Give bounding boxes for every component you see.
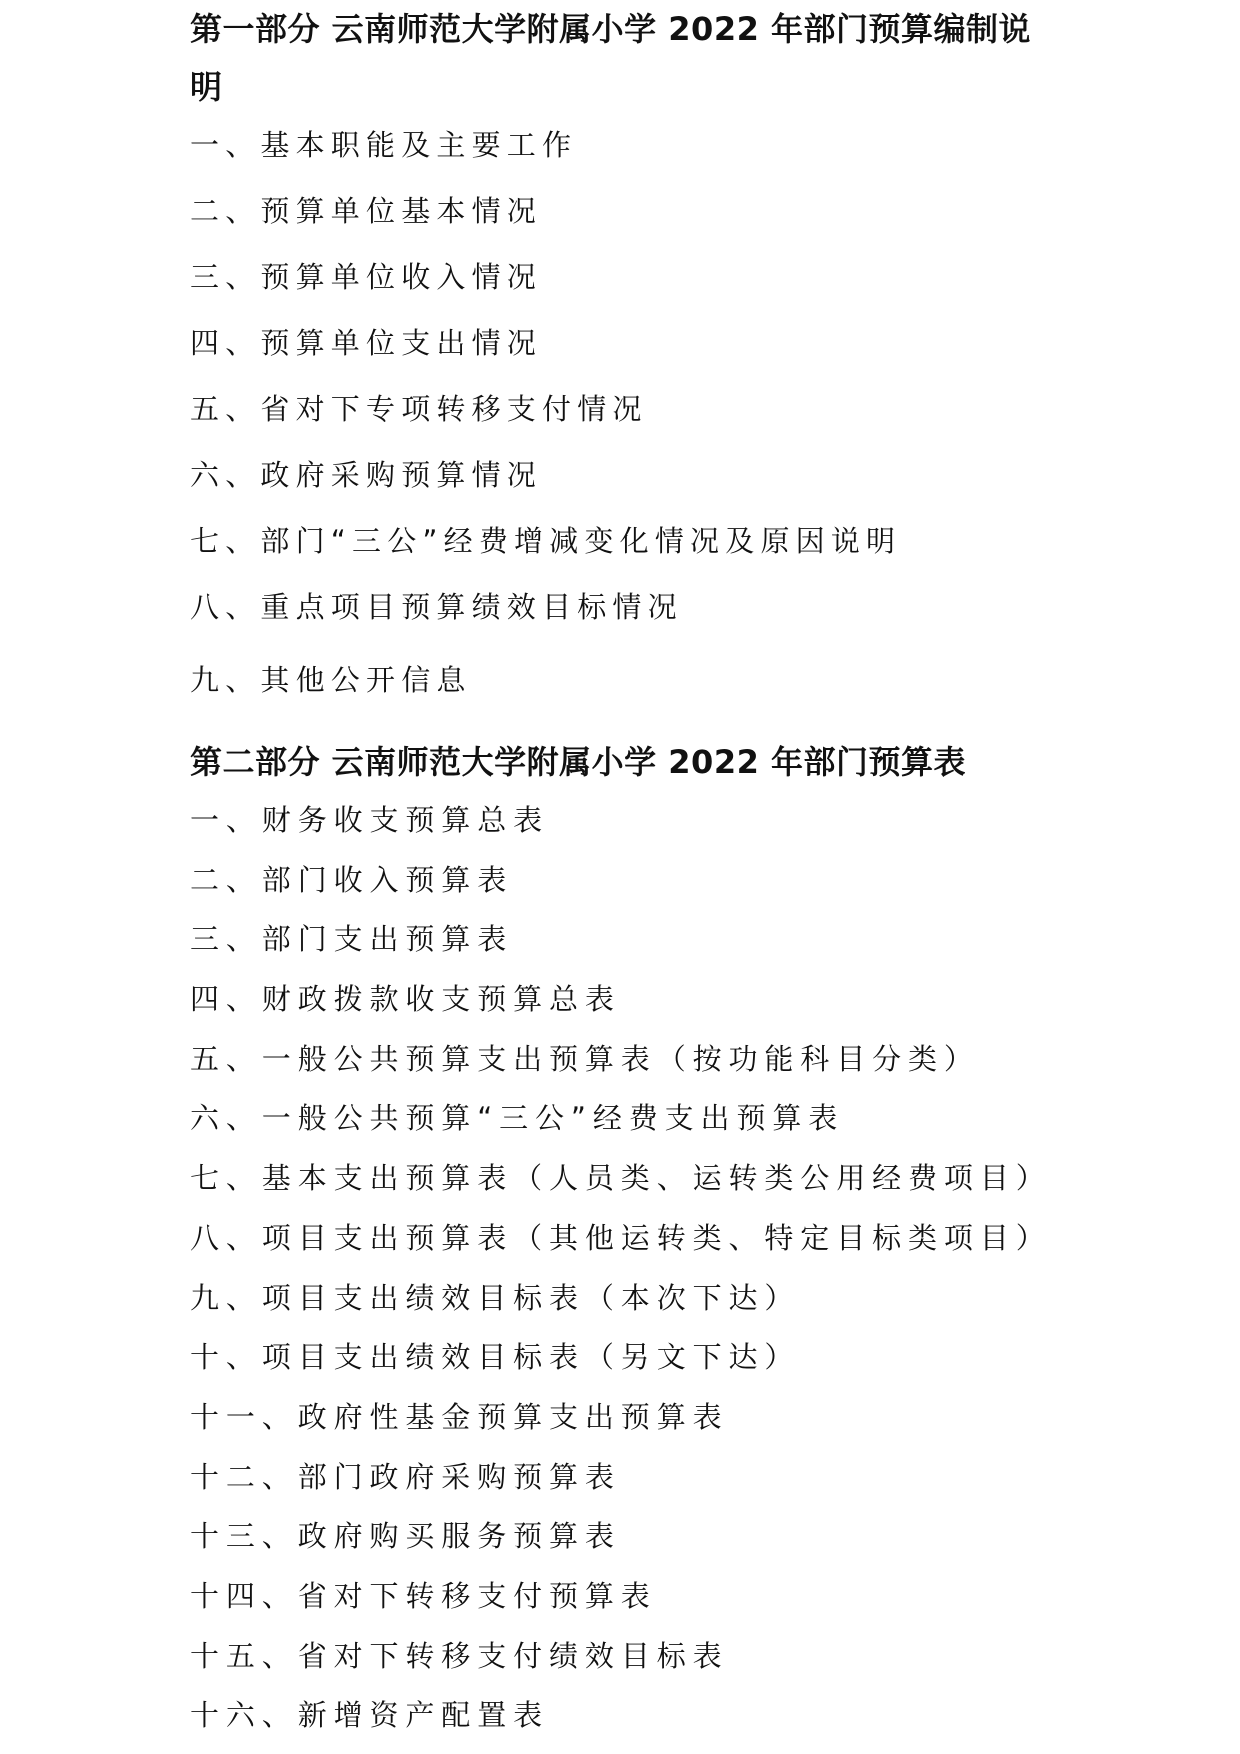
toc-item: 一、财务收支预算总表 (190, 803, 550, 837)
toc-item: 十二、部门政府采购预算表 (190, 1459, 621, 1494)
toc-item: 十五、省对下转移支付绩效目标表 (190, 1638, 729, 1673)
toc-item: 九、其他公开信息 (190, 663, 472, 697)
part1-title-line1: 第一部分 云南师范大学附属小学 2022 年部门预算编制说 (190, 10, 1031, 48)
toc-item: 八、项目支出预算表（其他运转类、特定目标类项目） (190, 1220, 1052, 1255)
part1-toc-list (190, 112, 901, 714)
toc-item: 四、财政拨款收支预算总表 (190, 982, 621, 1017)
toc-item: 八、重点项目预算绩效目标情况 (190, 590, 683, 624)
toc-item: 五、一般公共预算支出预算表（按功能科目分类） (190, 1041, 980, 1076)
toc-item: 一、基本职能及主要工作 (190, 128, 578, 162)
part1-title-line2: 明 (190, 68, 223, 106)
toc-item: 四、预算单位支出情况 (190, 326, 543, 360)
toc-item: 二、部门收入预算表 (190, 862, 514, 897)
toc-item: 三、预算单位收入情况 (190, 260, 543, 294)
part2-toc-list (190, 791, 1052, 1746)
toc-item: 十四、省对下转移支付预算表 (190, 1578, 657, 1613)
toc-item: 十三、政府购买服务预算表 (190, 1519, 621, 1554)
part2-title: 第二部分 云南师范大学附属小学 2022 年部门预算表 (190, 743, 966, 781)
toc-item: 十、项目支出绩效目标表（另文下达） (190, 1340, 801, 1375)
toc-item: 三、部门支出预算表 (190, 922, 514, 957)
toc-item: 六、政府采购预算情况 (190, 458, 543, 492)
part1-title (190, 0, 1031, 116)
toc-item: 九、项目支出绩效目标表（本次下达） (190, 1280, 801, 1315)
toc-item: 五、省对下专项转移支付情况 (190, 392, 648, 426)
toc-item: 七、基本支出预算表（人员类、运转类公用经费项目） (190, 1161, 1052, 1196)
toc-item: 十一、政府性基金预算支出预算表 (190, 1399, 729, 1434)
toc-item: 十六、新增资产配置表 (190, 1698, 550, 1733)
toc-item: 六、一般公共预算“三公”经费支出预算表 (190, 1101, 845, 1136)
toc-item: 二、预算单位基本情况 (190, 194, 543, 228)
toc-item: 七、部门“三公”经费增减变化情况及原因说明 (190, 524, 902, 558)
